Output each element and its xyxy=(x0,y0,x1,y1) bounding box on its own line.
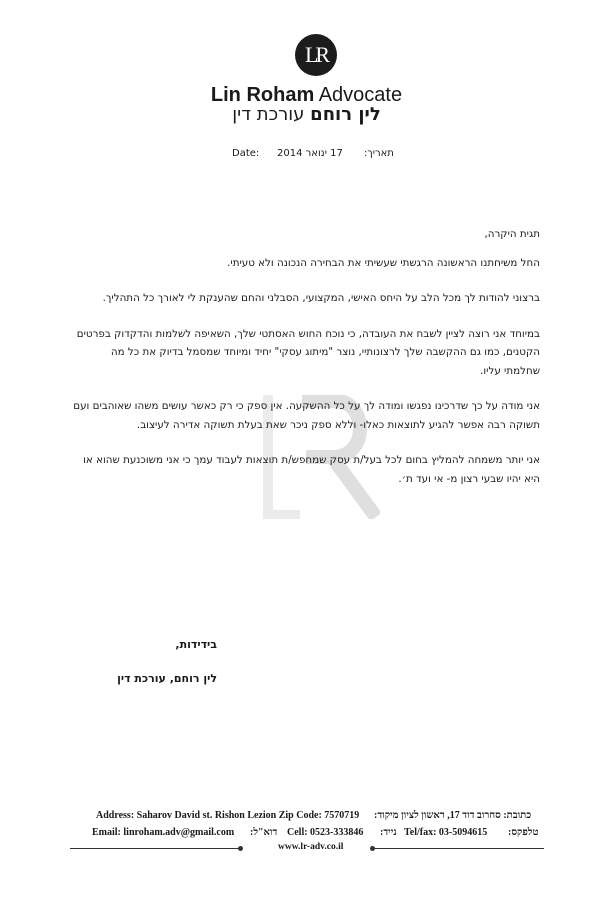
paragraph-4: אני מודה על כך שדרכינו נפגשו ומודה לך על כל ההשקעה. אין ספק כי רק כאשר עושים משהו שאוהבים ועם תשוקה רבה אפשר להגיע לתוצאות כאלו- וללא ספק ניכר שאת בעלת תשוקה אדירה לעיצוב. xyxy=(73,400,540,431)
footer-divider-left xyxy=(70,848,240,849)
date-label-en: Date: xyxy=(232,148,260,159)
closing: בידידות, xyxy=(175,638,217,651)
footer-website[interactable]: www.lr-adv.co.il xyxy=(278,842,344,852)
footer-telfax: Tel/fax: 03-5094615 xyxy=(404,827,488,838)
footer-cell: Cell: 0523-333846 xyxy=(287,827,364,838)
paragraph-3: במיוחד אני רוצה לציין לשבח את העובדה, כי נוכח החוש האסתטי שלך, השאיפה לשלמות והדקדוק בפרטים הקטנים, כמו גם ההקשבה שלך לרצונותיי, נוצר "מיתוג עסקי" יחיד ומיוחד שמסמל בדיוק את כל מה שחלמתי עליו. xyxy=(76,327,540,377)
footer-divider-right xyxy=(374,848,544,849)
letter-body xyxy=(72,225,540,505)
footer-cell-he: נייד: xyxy=(380,827,397,838)
paragraph-2: ברצוני להודות לך מכל הלב על היחס האישי, המקצועי, הסבלני והחם שהענקת לי לאורך כל התהליך. xyxy=(102,292,540,304)
footer-divider-dot-left xyxy=(238,846,243,851)
footer-telfax-he: טלפקס: xyxy=(508,827,539,838)
paragraph-1: החל משיחתנו הראשונה הרגשתי שעשיתי את הבחירה הנכונה ולא טעיתי. xyxy=(227,256,540,269)
brand-name-he xyxy=(0,104,613,125)
footer-email[interactable]: Email: linroham.adv@gmail.com xyxy=(92,827,235,838)
greeting: תגית היקרה, xyxy=(484,228,540,240)
logo-mark xyxy=(295,34,337,76)
date-value: 17 ינואר 2014 xyxy=(277,148,343,159)
brand-name-he-rest: עורכת דין xyxy=(232,104,311,125)
logo-text: LR xyxy=(304,42,328,67)
footer-address-en: Address: Saharov David st. Rishon Lezion Zip Code: 7570719 xyxy=(96,810,360,821)
brand-name-he-bold: לין רוחם xyxy=(310,104,381,125)
brand-name-en-rest: Advocate xyxy=(314,84,403,106)
date-label-he: תאריך: xyxy=(364,148,394,159)
footer-address-he: כתובת: סחרוב דוד 17, ראשון לציון מיקוד: xyxy=(374,810,532,821)
footer-email-he: דוא"ל: xyxy=(250,827,278,838)
brand-name-en-bold: Lin Roham xyxy=(210,84,315,106)
signature: לין רוחם, עורכת דין xyxy=(117,672,217,685)
paragraph-5: אני יותר משמחה להמליץ בחום לכל בעל/ת עסק שמחפש/ת תוצאות לעבוד עמך כי אני משוכנעת שהוא או היא יהיו שבעי רצון מ- אי ועד ת׳. xyxy=(83,454,540,485)
